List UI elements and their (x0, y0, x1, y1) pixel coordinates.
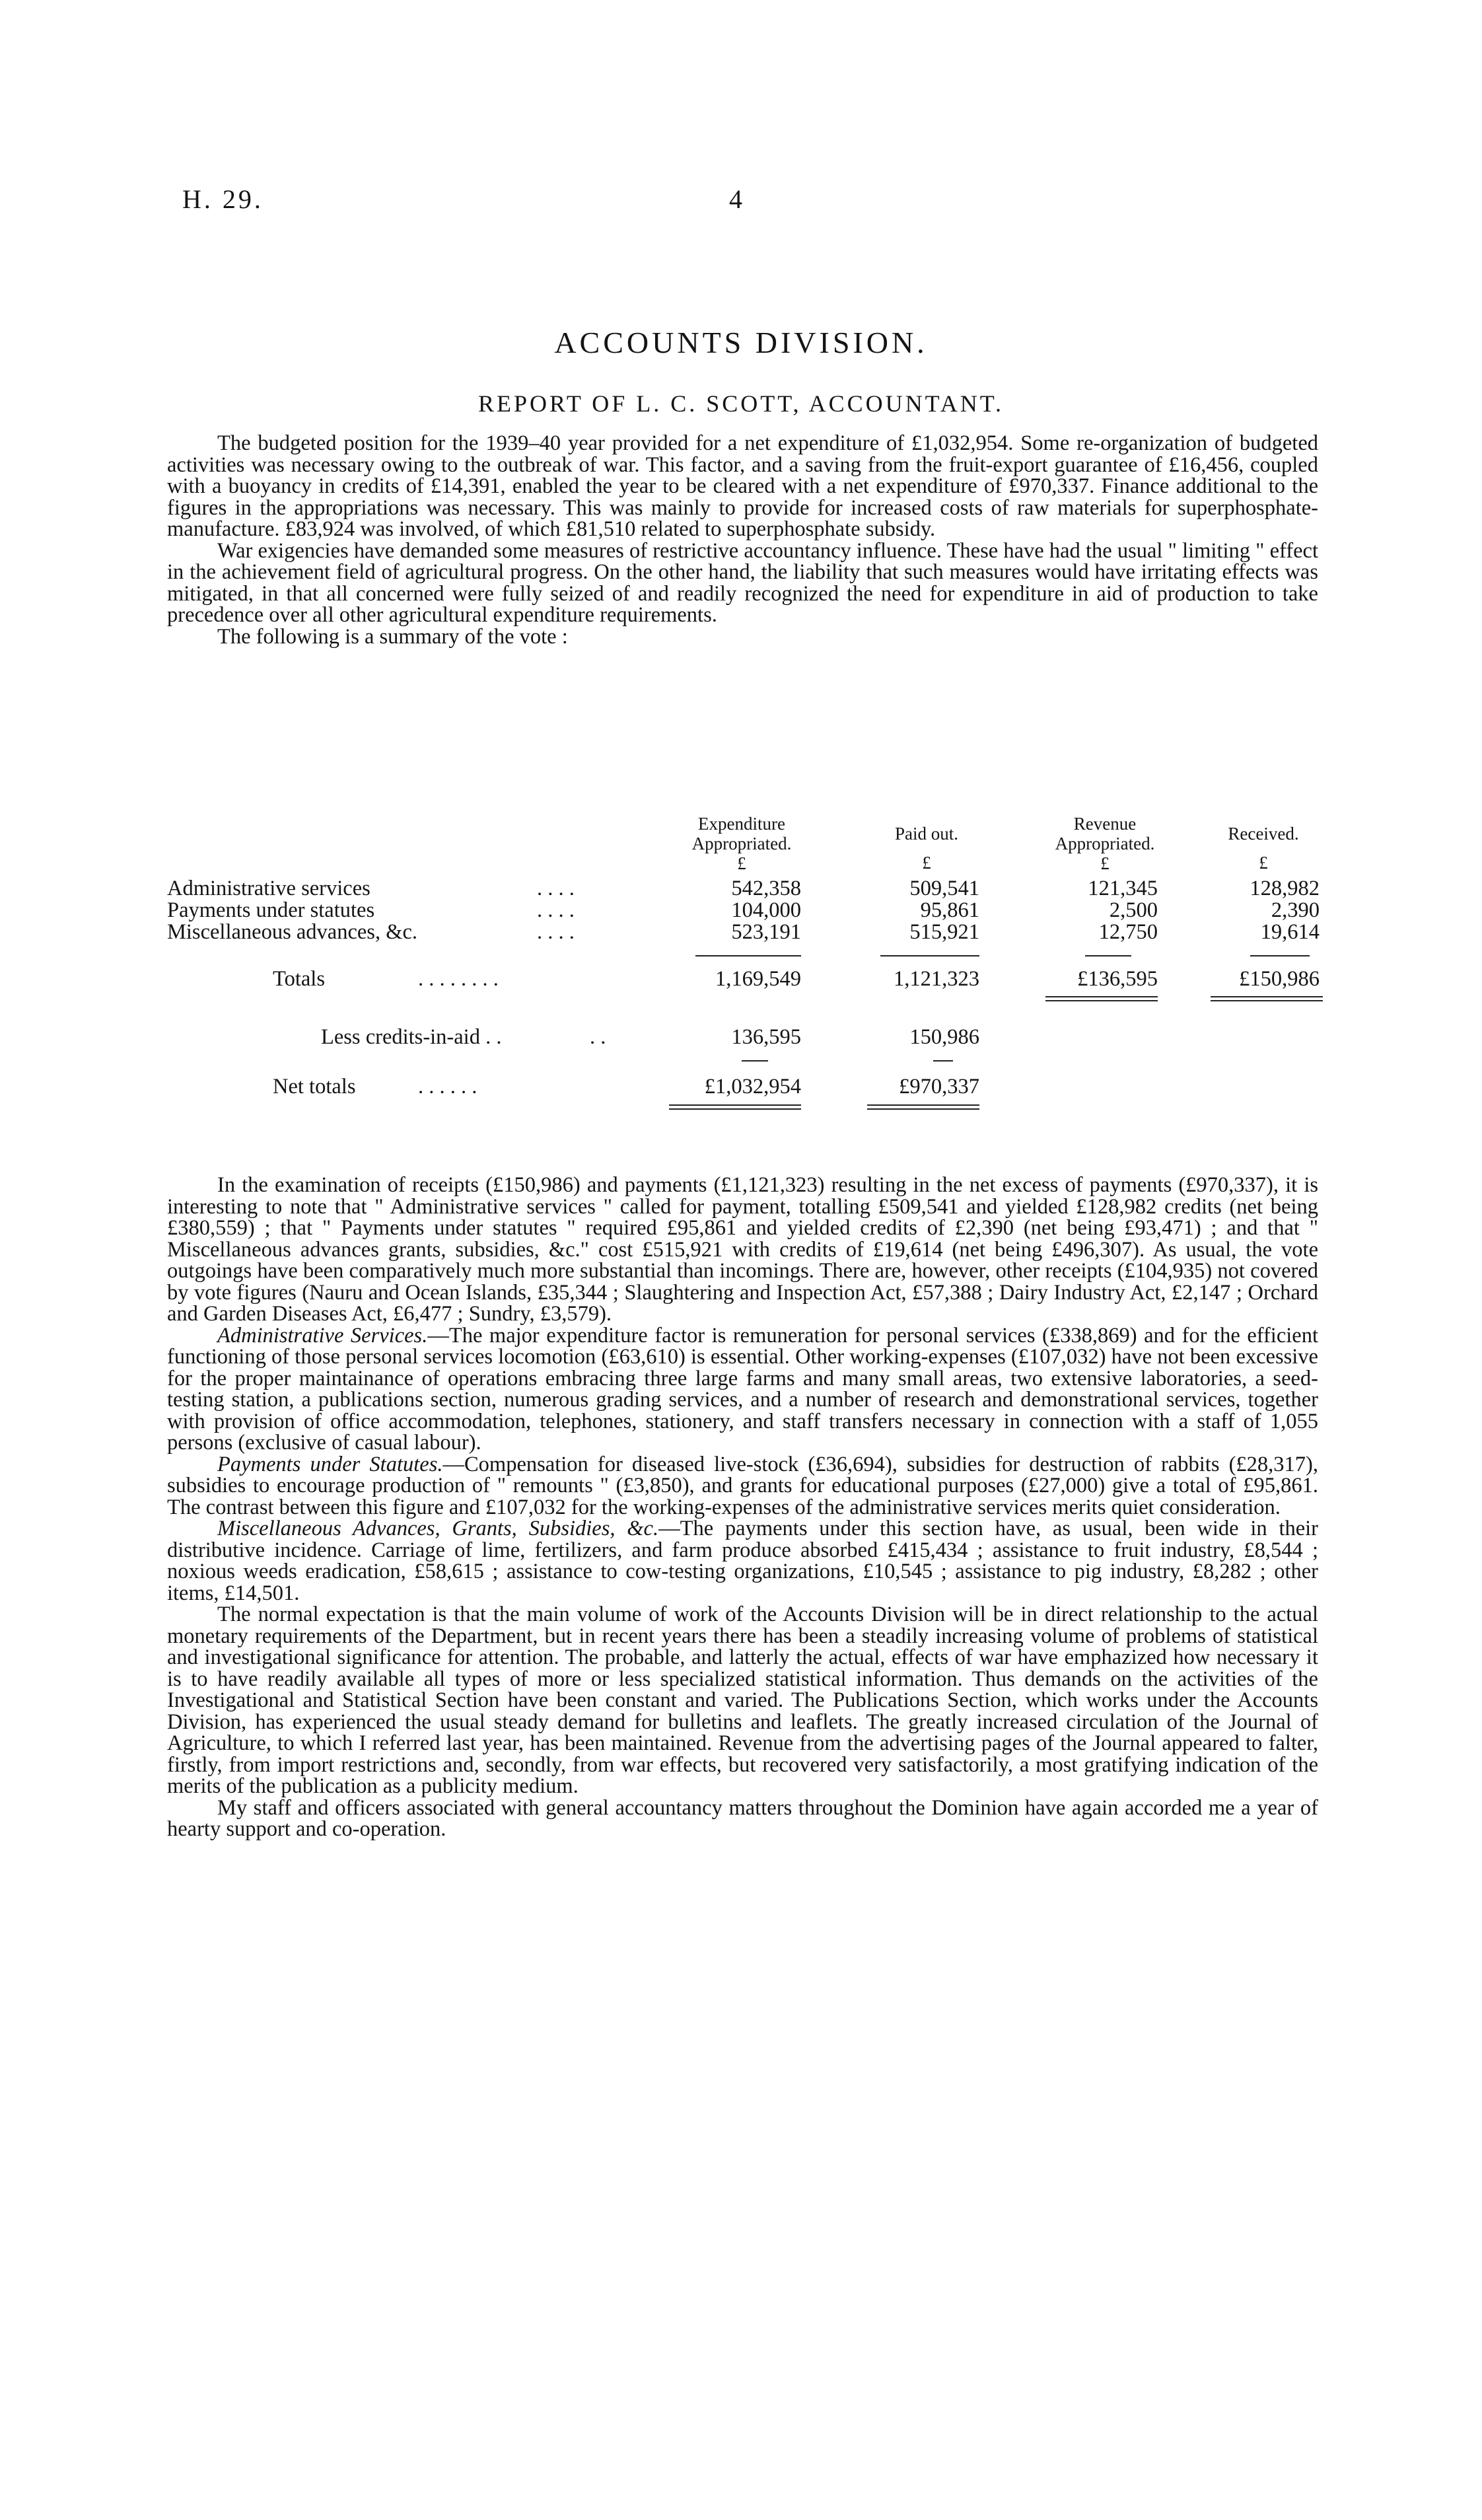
row-label: Miscellaneous advances, &c. (167, 920, 418, 944)
cell-paid-out: 95,861 (920, 898, 979, 922)
net-paid-out: £970,337 (899, 1075, 979, 1098)
rule (880, 955, 979, 956)
credits-paid-out: 150,986 (909, 1025, 979, 1049)
total-paid-out: 1,121,323 (894, 967, 979, 991)
rule (669, 1104, 801, 1106)
cell-paid-out: 509,541 (909, 877, 979, 900)
rule (867, 1108, 979, 1110)
total-expenditure: 1,169,549 (715, 967, 801, 991)
paragraph: In the examination of receipts (£150,986) and payments (£1,121,323) resulting in the net excess of payments (£970,337), it is interesting to note that " Administrative services " called for payment, totalling £509,541 and yielded £128,982 credits (net being £380,559) ; that " Payments under statutes " required £95,861 and yielded credits of £2,390 (net being £93,471) ; and that " Miscellaneous advances grants, subsidies, &c." cost £515,921 with credits of £19,614 (net being £496,307). As usual, the vote outgoings have been comparatively much more substantial than incomings. There are, however, other receipts (£104,935) not covered by vote figures (Nauru and Ocean Islands, £35,344 ; Slaughtering and Inspection Act, £57,388 ; Dairy Industry Act, £2,147 ; Orchard and Garden Diseases Act, £6,477 ; Sundry, £3,579). (167, 1173, 1318, 1326)
totals-label: Totals (273, 967, 325, 991)
run-in-heading: Administrative Services. (217, 1323, 428, 1348)
rule (933, 1060, 953, 1062)
paragraph: Payments under Statutes.—Compensation for diseased live-stock (£36,694), subsidies for destruction of rabbits (£28,317), subsidies to encourage production of " remounts " (£3,850), and grants for educational purposes (£27,000) give a total of £95,861. The contrast between this figure and £107,032 for the working-expenses of the administrative services merits quiet consideration. (167, 1452, 1319, 1519)
rule (1045, 1000, 1158, 1001)
rule (1211, 1000, 1323, 1001)
intro-text (167, 433, 1318, 647)
page-number: 4 (729, 184, 742, 214)
paragraph: The budgeted position for the 1939–40 year provided for a net expenditure of £1,032,954. Some re-organization of budgeted activities was necessary owing to the outbreak of war. This factor, and a saving from the fruit-export guarantee of £16,456, coupled with a buoyancy in credits of £14,391, enabled the year to be cleared with a net expenditure of £970,337. Finance additional to the figures in the appropriations was necessary. This was mainly to provide for increased costs of raw materials for superphosphate-manufacture. £83,924 was involved, of which £81,510 related to superphosphate subsidy. (167, 431, 1318, 541)
total-received: £150,986 (1239, 967, 1320, 991)
leader-dots: . . . . (537, 920, 575, 944)
document-reference: H. 29. (182, 184, 264, 214)
row-label: Administrative services (167, 877, 370, 900)
paragraph: Administrative Services.—The major expenditure factor is remuneration for personal services (£338,869) and for the efficient functioning of those personal services locomotion (£63,610) is essential. Other working-expenses (£107,032) have not been excessive for the proper maintainance of operations embracing three large farms and many small areas, two extensive laboratories, a seed-testing station, a publications section, numerous grading services, and a number of research and demonstrational services, together with provision of office accommodation, telephones, stationery, and staff transfers necessary in connection with a staff of 1,055 persons (exclusive of casual labour). (167, 1323, 1318, 1455)
rule (695, 955, 801, 956)
rule (1211, 996, 1323, 997)
cell-received: 2,390 (1271, 898, 1320, 922)
rule (742, 1060, 768, 1062)
section-title: ACCOUNTS DIVISION. (554, 326, 928, 359)
cell-received: 128,982 (1250, 877, 1320, 900)
paragraph: The normal expectation is that the main volume of work of the Accounts Division will be in direct relationship to the actual monetary requirements of the Department, but in recent years there has been a steadily increasing volume of problems of statistical and investigational significance for attention. The probable, and latterly the actual, effects of war have emphazized how necessary it is to have readily available all types of more or less specialized statistical information. Thus demands on the activities of the Investigational and Statistical Section have been constant and varied. The Publications Section, which works under the Accounts Division, has experienced the usual steady demand for bulletins and leaflets. The greatly increased circulation of the Journal of Agriculture, to which I referred last year, has been maintained. Revenue from the advertising pages of the Journal appeared to falter, firstly, from import restrictions and, secondly, from war effects, but recovered very satisfactorily, a most gratifying indication of the merits of the publication as a publicity medium. (167, 1602, 1318, 1798)
column-header: Revenue Appropriated. £ (1055, 814, 1155, 873)
paragraph: Miscellaneous Advances, Grants, Subsidies, &c.—The payments under this section have, as usual, been wide in their distributive incidence. Carriage of lime, fertilizers, and farm produce absorbed £415,434 ; assistance to fruit industry, £8,544 ; noxious weeds eradication, £58,615 ; assistance to cow-testing organizations, £10,545 ; assistance to pig industry, £8,282 ; other items, £14,501. (167, 1517, 1319, 1605)
leader-dots: . . (590, 1025, 606, 1049)
column-header: Paid out. £ (894, 824, 958, 873)
credits-expenditure: 136,595 (731, 1025, 801, 1049)
paragraph: The following is a summary of the vote : (217, 624, 568, 649)
cell-revenue: 12,750 (1098, 920, 1158, 944)
cell-received: 19,614 (1260, 920, 1320, 944)
run-in-heading: Payments under Statutes. (217, 1452, 443, 1476)
less-credits-label: Less credits-in-aid . . (321, 1025, 502, 1049)
rule (1250, 955, 1310, 956)
cell-revenue: 2,500 (1109, 898, 1158, 922)
leader-dots: . . . . . . (418, 1075, 477, 1098)
net-expenditure: £1,032,954 (704, 1075, 801, 1098)
rule (867, 1104, 979, 1106)
cell-paid-out: 515,921 (909, 920, 979, 944)
cell-revenue: 121,345 (1088, 877, 1158, 900)
leader-dots: . . . . (537, 877, 575, 900)
paragraph: War exigencies have demanded some measures of restrictive accountancy influence. These have had the usual " limiting " effect in the achievement field of agricultural progress. On the other hand, the liability that such measures would have irritating effects was mitigated, in that all concerned were fully seized of and readily recognized the need for expenditure in aid of production to take precedence over all other agricultural expenditure requirements. (167, 538, 1318, 627)
column-header: Expenditure Appropriated. £ (691, 814, 792, 873)
report-subtitle: REPORT OF L. C. SCOTT, ACCOUNTANT. (477, 390, 1005, 417)
row-label: Payments under statutes (167, 898, 375, 922)
net-totals-label: Net totals (273, 1075, 356, 1098)
body-text (167, 1174, 1318, 1840)
column-header: Received. £ (1228, 824, 1299, 873)
leader-dots: . . . . (537, 898, 575, 922)
leader-dots: . . . . . . . . (418, 967, 499, 991)
rule (669, 1108, 801, 1110)
cell-expenditure: 542,358 (731, 877, 801, 900)
cell-expenditure: 523,191 (731, 920, 801, 944)
cell-expenditure: 104,000 (731, 898, 801, 922)
total-revenue: £136,595 (1077, 967, 1158, 991)
run-in-heading: Miscellaneous Advances, Grants, Subsidies, &c. (217, 1517, 659, 1540)
rule (1045, 996, 1158, 997)
vote-summary-table (167, 814, 1318, 1164)
rule (1085, 955, 1131, 956)
paragraph: My staff and officers associated with general accountancy matters throughout the Dominion have again accorded me a year of hearty support and co-operation. (167, 1795, 1318, 1841)
